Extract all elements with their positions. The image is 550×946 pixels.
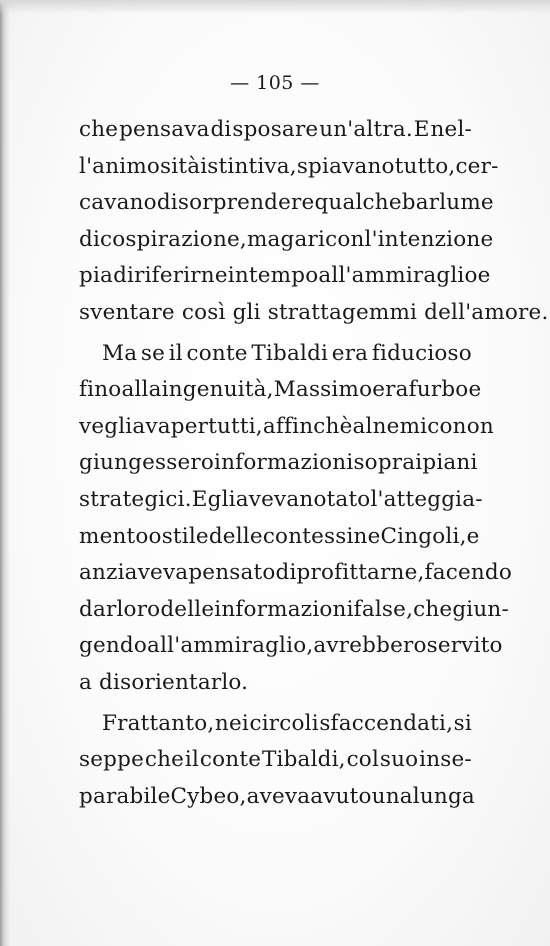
text-line: l'animosità istintiva, spiavano tutto, cer- [79, 153, 499, 179]
text-line: mento ostile delle contessine Cingoli, e [79, 523, 480, 549]
text-line: pia di riferirne in tempo all'ammiraglio e [79, 263, 491, 289]
page-left-shadow [0, 0, 10, 946]
text-line: giungessero informazioni sopra i piani [79, 450, 478, 476]
text-line: di cospirazione, magari con l'intenzione [79, 226, 494, 252]
text-line: parabile Cybeo, aveva avuto una lunga [79, 783, 475, 809]
text-line: dar loro delle informazioni false, che giun- [79, 596, 509, 622]
text-line: sventare così gli strattagemmi dell'amore. [79, 299, 549, 325]
text-line: vegliava per tutti, affinchè al nemico non [79, 413, 494, 439]
page-number: — 105 — [230, 72, 320, 94]
text-line: fino alla ingenuità, Massimo era furbo e [79, 377, 482, 403]
text-line: cavano di sorprendere qualche barlume [79, 190, 494, 216]
text-line: strategici. Egli aveva notato l'atteggia- [79, 486, 483, 512]
page-top-shadow [0, 0, 550, 14]
text-line: Frattanto, nei circoli sfaccendati, si [102, 710, 472, 736]
text-line: Ma se il conte Tibaldi era fiducioso [102, 340, 472, 366]
text-line: anzi aveva pensato di profittarne, facendo [79, 560, 513, 586]
text-line: gendo all'ammiraglio, avrebbero servito [79, 633, 503, 659]
text-line: seppe che il conte Tibaldi, col suo inse- [79, 747, 472, 773]
body-text [79, 112, 549, 815]
text-line: a disorientarlo. [79, 669, 249, 695]
text-line: che pensava di sposare un'altra. E nel- [79, 117, 472, 142]
